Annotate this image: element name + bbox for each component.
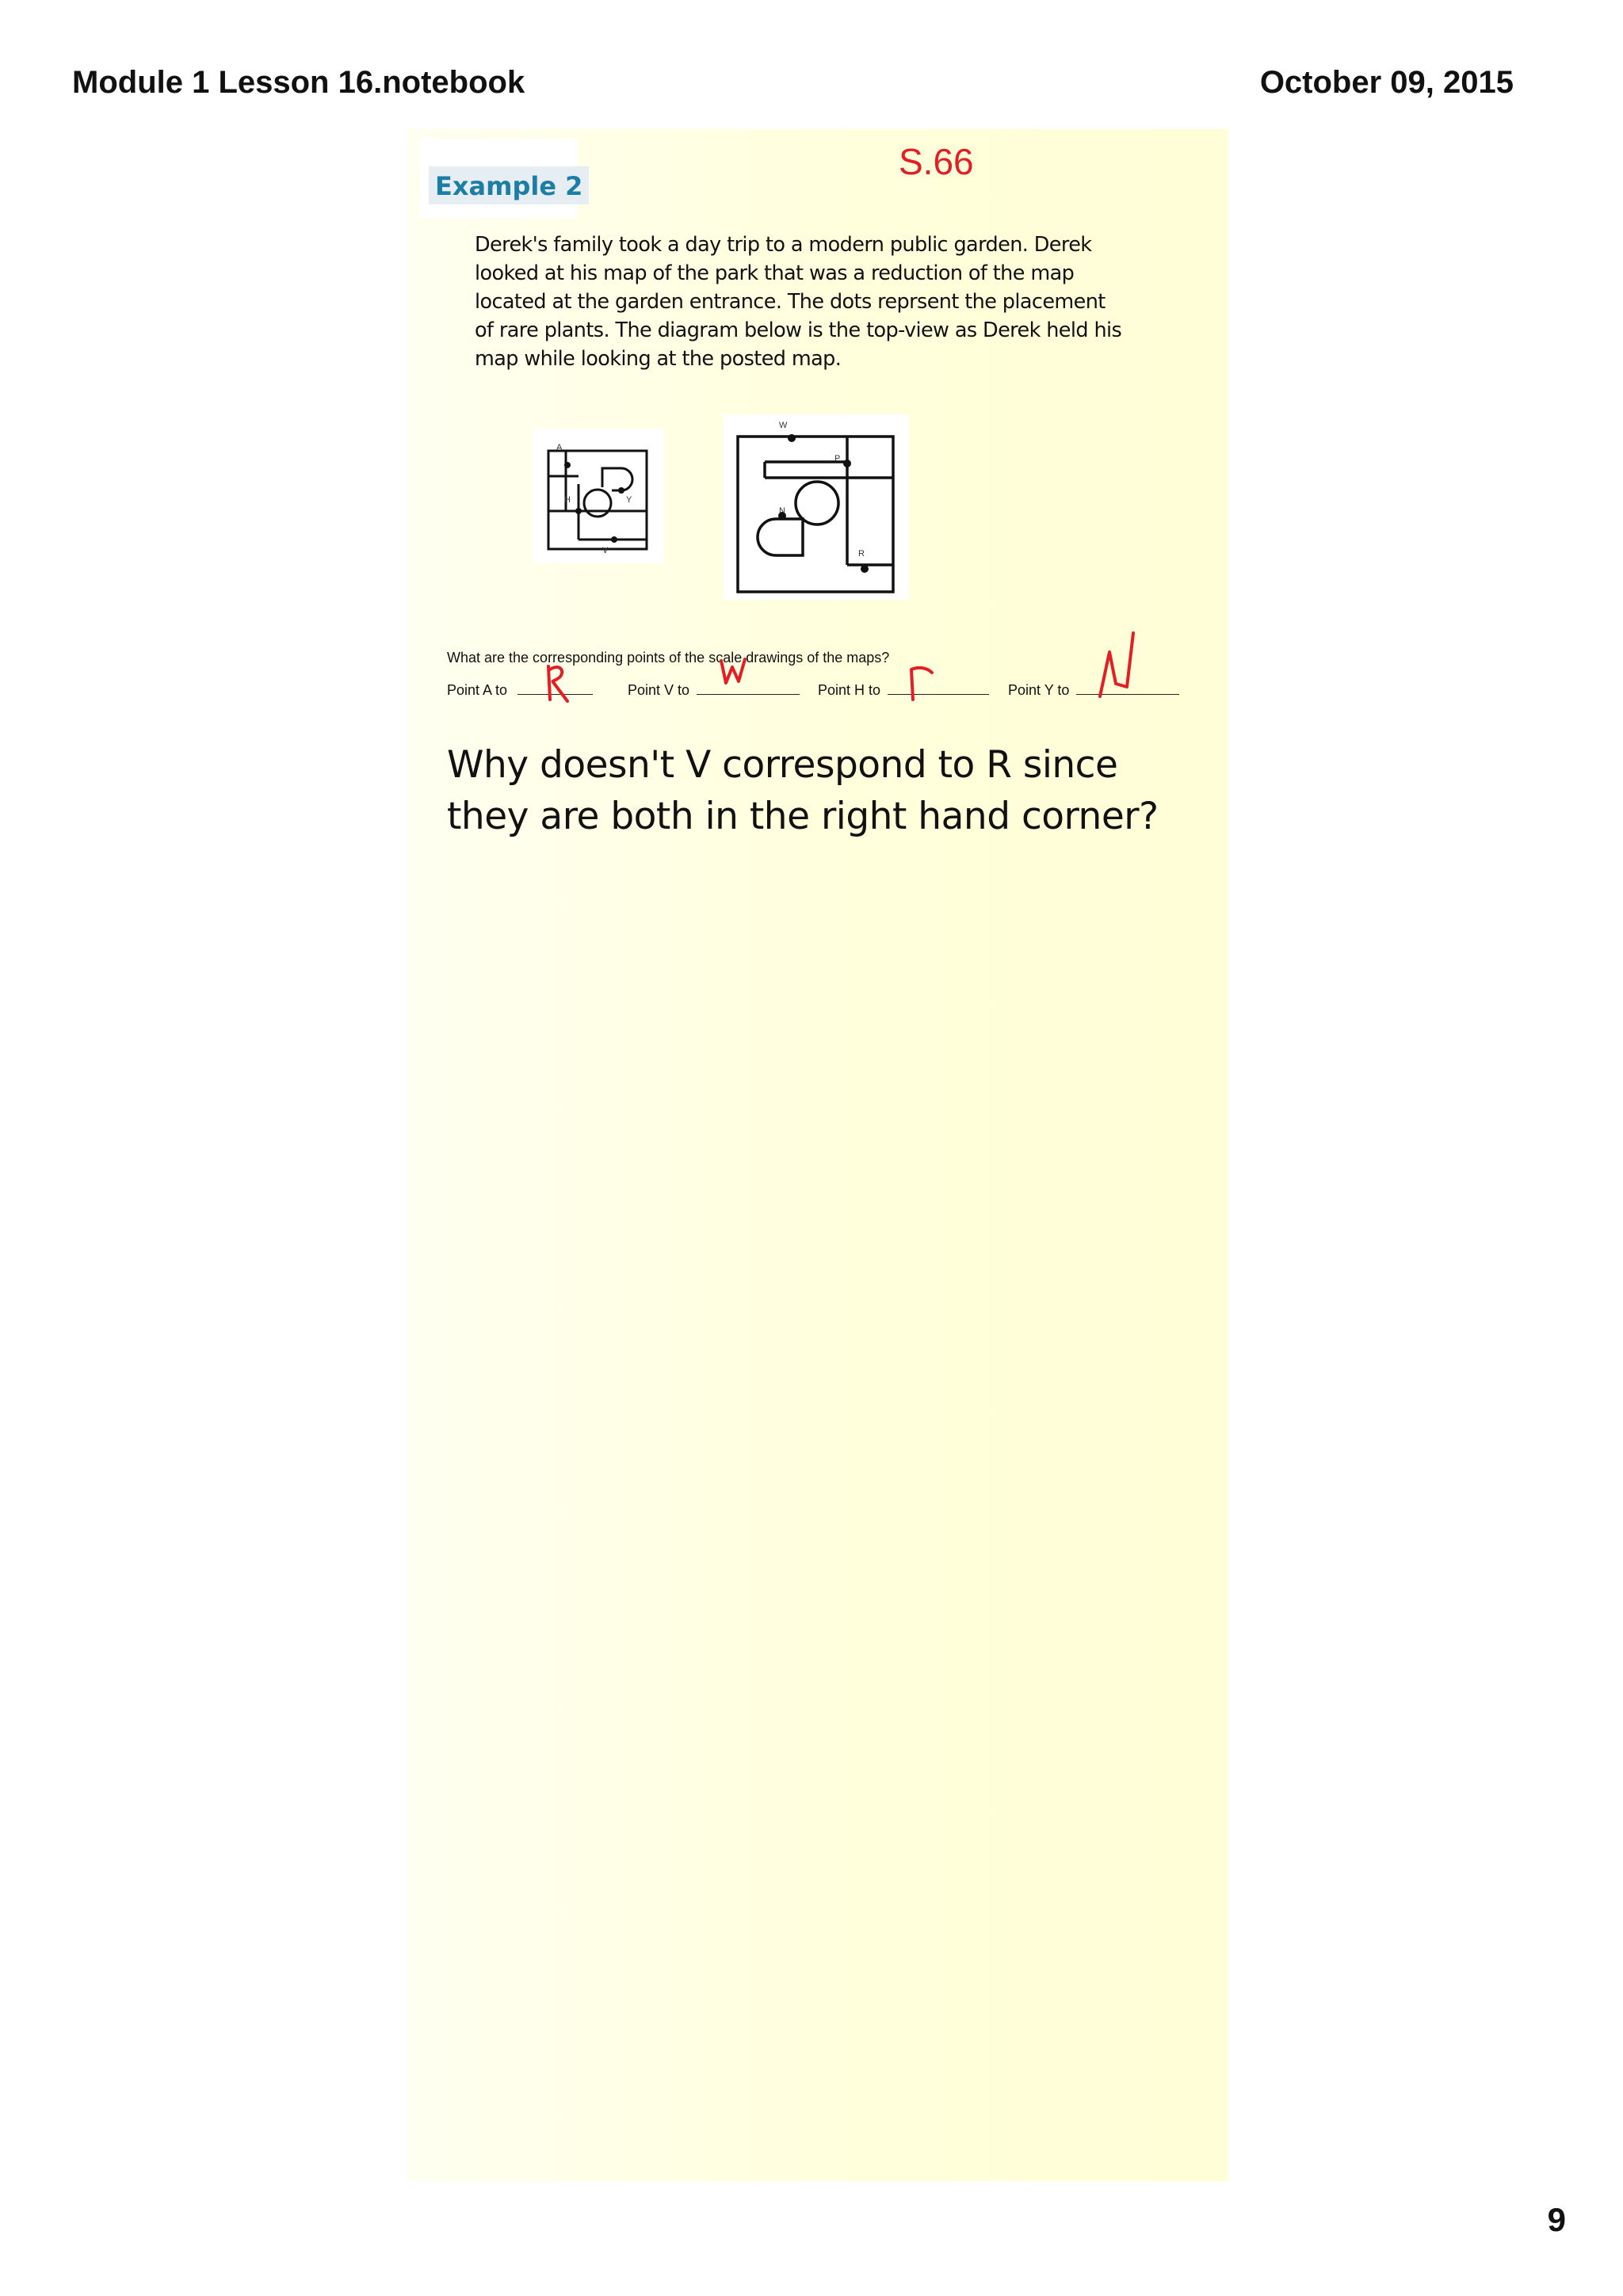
handwritten-answer-y bbox=[1095, 628, 1151, 700]
small-map-diagram bbox=[533, 429, 664, 563]
large-map-label-w: W bbox=[779, 421, 788, 430]
page-reference: S.66 bbox=[899, 141, 974, 182]
point-h-blank[interactable] bbox=[888, 683, 989, 695]
point-v-label: Point V to bbox=[628, 682, 690, 698]
handwritten-answer-v bbox=[718, 656, 750, 688]
point-y-label: Point Y to bbox=[1008, 682, 1070, 698]
small-map-label-y: Y bbox=[626, 495, 632, 505]
discussion-question: Why doesn't V correspond to R since they are both in the right hand corner? bbox=[447, 743, 1159, 838]
document-title: Module 1 Lesson 16.notebook bbox=[72, 65, 525, 100]
small-map-label-a: A bbox=[556, 443, 563, 452]
small-map-drawing bbox=[533, 429, 664, 563]
point-a-label: Point A to bbox=[447, 682, 508, 698]
handwritten-answer-h bbox=[905, 665, 937, 703]
example-label: Example 2 bbox=[429, 166, 589, 204]
answer-row-v bbox=[628, 682, 800, 699]
answer-row-h bbox=[818, 682, 989, 699]
correspondence-question: What are the corresponding points of the scale drawings of the maps? bbox=[447, 650, 890, 666]
document-date: October 09, 2015 bbox=[1259, 65, 1514, 100]
notebook-slide bbox=[407, 129, 1228, 2181]
answer-row-y bbox=[1008, 682, 1179, 699]
small-map-label-h: H bbox=[564, 495, 571, 505]
large-map-label-p: P bbox=[834, 454, 841, 463]
large-map-label-r: R bbox=[858, 549, 865, 559]
large-map-diagram bbox=[724, 414, 909, 600]
large-map-drawing bbox=[724, 414, 909, 600]
small-map-label-v: V bbox=[602, 546, 609, 555]
handwritten-answer-a bbox=[542, 662, 574, 703]
problem-text: Derek's family took a day trip to a modern public garden. Derek looked at his map of the park that was a reduction of the map located at the garden entrance. The dots reprsent the placement of rare plants. The diagram below is the top-view as Derek held his map while looking at the posted map. bbox=[475, 233, 1122, 371]
page-number: 9 bbox=[1547, 2201, 1566, 2238]
large-map-label-n: N bbox=[779, 506, 785, 516]
point-h-label: Point H to bbox=[818, 682, 881, 698]
